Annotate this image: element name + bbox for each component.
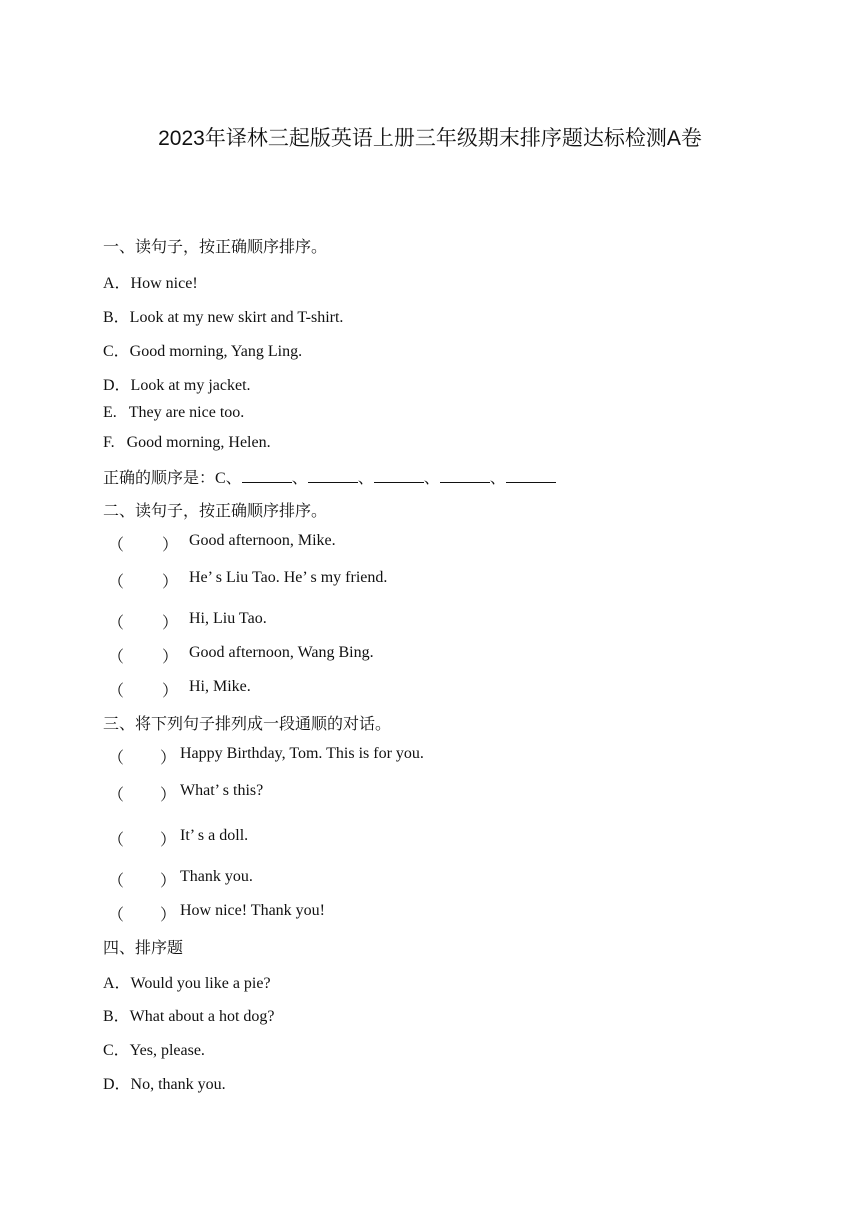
- open-paren: （: [108, 907, 125, 924]
- section-3-item-1: Happy Birthday, Tom. This is for you.: [180, 745, 424, 762]
- section-3-item-3: It’ s a doll.: [180, 827, 249, 844]
- answer-separator: 、: [489, 470, 506, 487]
- close-paren: ）: [162, 683, 179, 700]
- section-3-item-2: What’ s this?: [180, 782, 264, 799]
- close-paren: ）: [162, 574, 179, 591]
- section-1-item-a: A．How nice!: [103, 275, 198, 292]
- close-paren: ）: [160, 832, 177, 849]
- open-paren: （: [108, 787, 125, 804]
- section-2-heading: 二、读句子，按正确顺序排序。: [103, 503, 328, 520]
- section-4-heading: 四、排序题: [103, 940, 184, 957]
- section-4-item-d: D．No, thank you.: [103, 1076, 226, 1093]
- section-2-item-2: He’ s Liu Tao. He’ s my friend.: [189, 569, 388, 586]
- close-paren: ）: [160, 750, 177, 767]
- section-4-item-b: B．What about a hot dog?: [103, 1008, 275, 1025]
- section-1-heading: 一、读句子，按正确顺序排序。: [103, 239, 328, 256]
- section-1-item-f: F. Good morning, Helen.: [103, 434, 271, 451]
- open-paren: （: [108, 615, 125, 632]
- close-paren: ）: [160, 787, 177, 804]
- open-paren: （: [108, 574, 125, 591]
- answer-blank-2[interactable]: [308, 470, 358, 483]
- answer-prefix: 正确的顺序是：C、: [103, 470, 242, 487]
- answer-blank-3[interactable]: [374, 470, 424, 483]
- close-paren: ）: [160, 907, 177, 924]
- open-paren: （: [108, 537, 125, 554]
- section-2-item-3: Hi, Liu Tao.: [189, 610, 267, 627]
- answer-blank-4[interactable]: [440, 470, 490, 483]
- section-1-item-b: B．Look at my new skirt and T-shirt.: [103, 309, 344, 326]
- open-paren: （: [108, 750, 125, 767]
- section-3-item-4: Thank you.: [180, 868, 253, 885]
- section-3-heading: 三、将下列句子排列成一段通顺的对话。: [103, 716, 392, 733]
- close-paren: ）: [162, 615, 179, 632]
- section-4-item-c: C．Yes, please.: [103, 1042, 205, 1059]
- answer-separator: 、: [291, 470, 308, 487]
- section-4-item-a: A．Would you like a pie?: [103, 975, 271, 992]
- close-paren: ）: [160, 873, 177, 890]
- section-1-answer-line: [103, 465, 556, 488]
- open-paren: （: [108, 873, 125, 890]
- close-paren: ）: [162, 537, 179, 554]
- answer-blank-1[interactable]: [242, 470, 292, 483]
- open-paren: （: [108, 832, 125, 849]
- section-2-item-5: Hi, Mike.: [189, 678, 251, 695]
- answer-blank-5[interactable]: [506, 470, 556, 483]
- answer-separator: 、: [357, 470, 374, 487]
- open-paren: （: [108, 649, 125, 666]
- answer-separator: 、: [423, 470, 440, 487]
- open-paren: （: [108, 683, 125, 700]
- section-2-item-4: Good afternoon, Wang Bing.: [189, 644, 374, 661]
- section-2-item-1: Good afternoon, Mike.: [189, 532, 336, 549]
- section-1-item-d: D．Look at my jacket.: [103, 377, 251, 394]
- page-title: 2023年译林三起版英语上册三年级期末排序题达标检测A卷: [158, 127, 702, 150]
- section-3-item-5: How nice! Thank you!: [180, 902, 325, 919]
- section-1-item-e: E. They are nice too.: [103, 404, 245, 421]
- close-paren: ）: [162, 649, 179, 666]
- section-1-item-c: C．Good morning, Yang Ling.: [103, 343, 303, 360]
